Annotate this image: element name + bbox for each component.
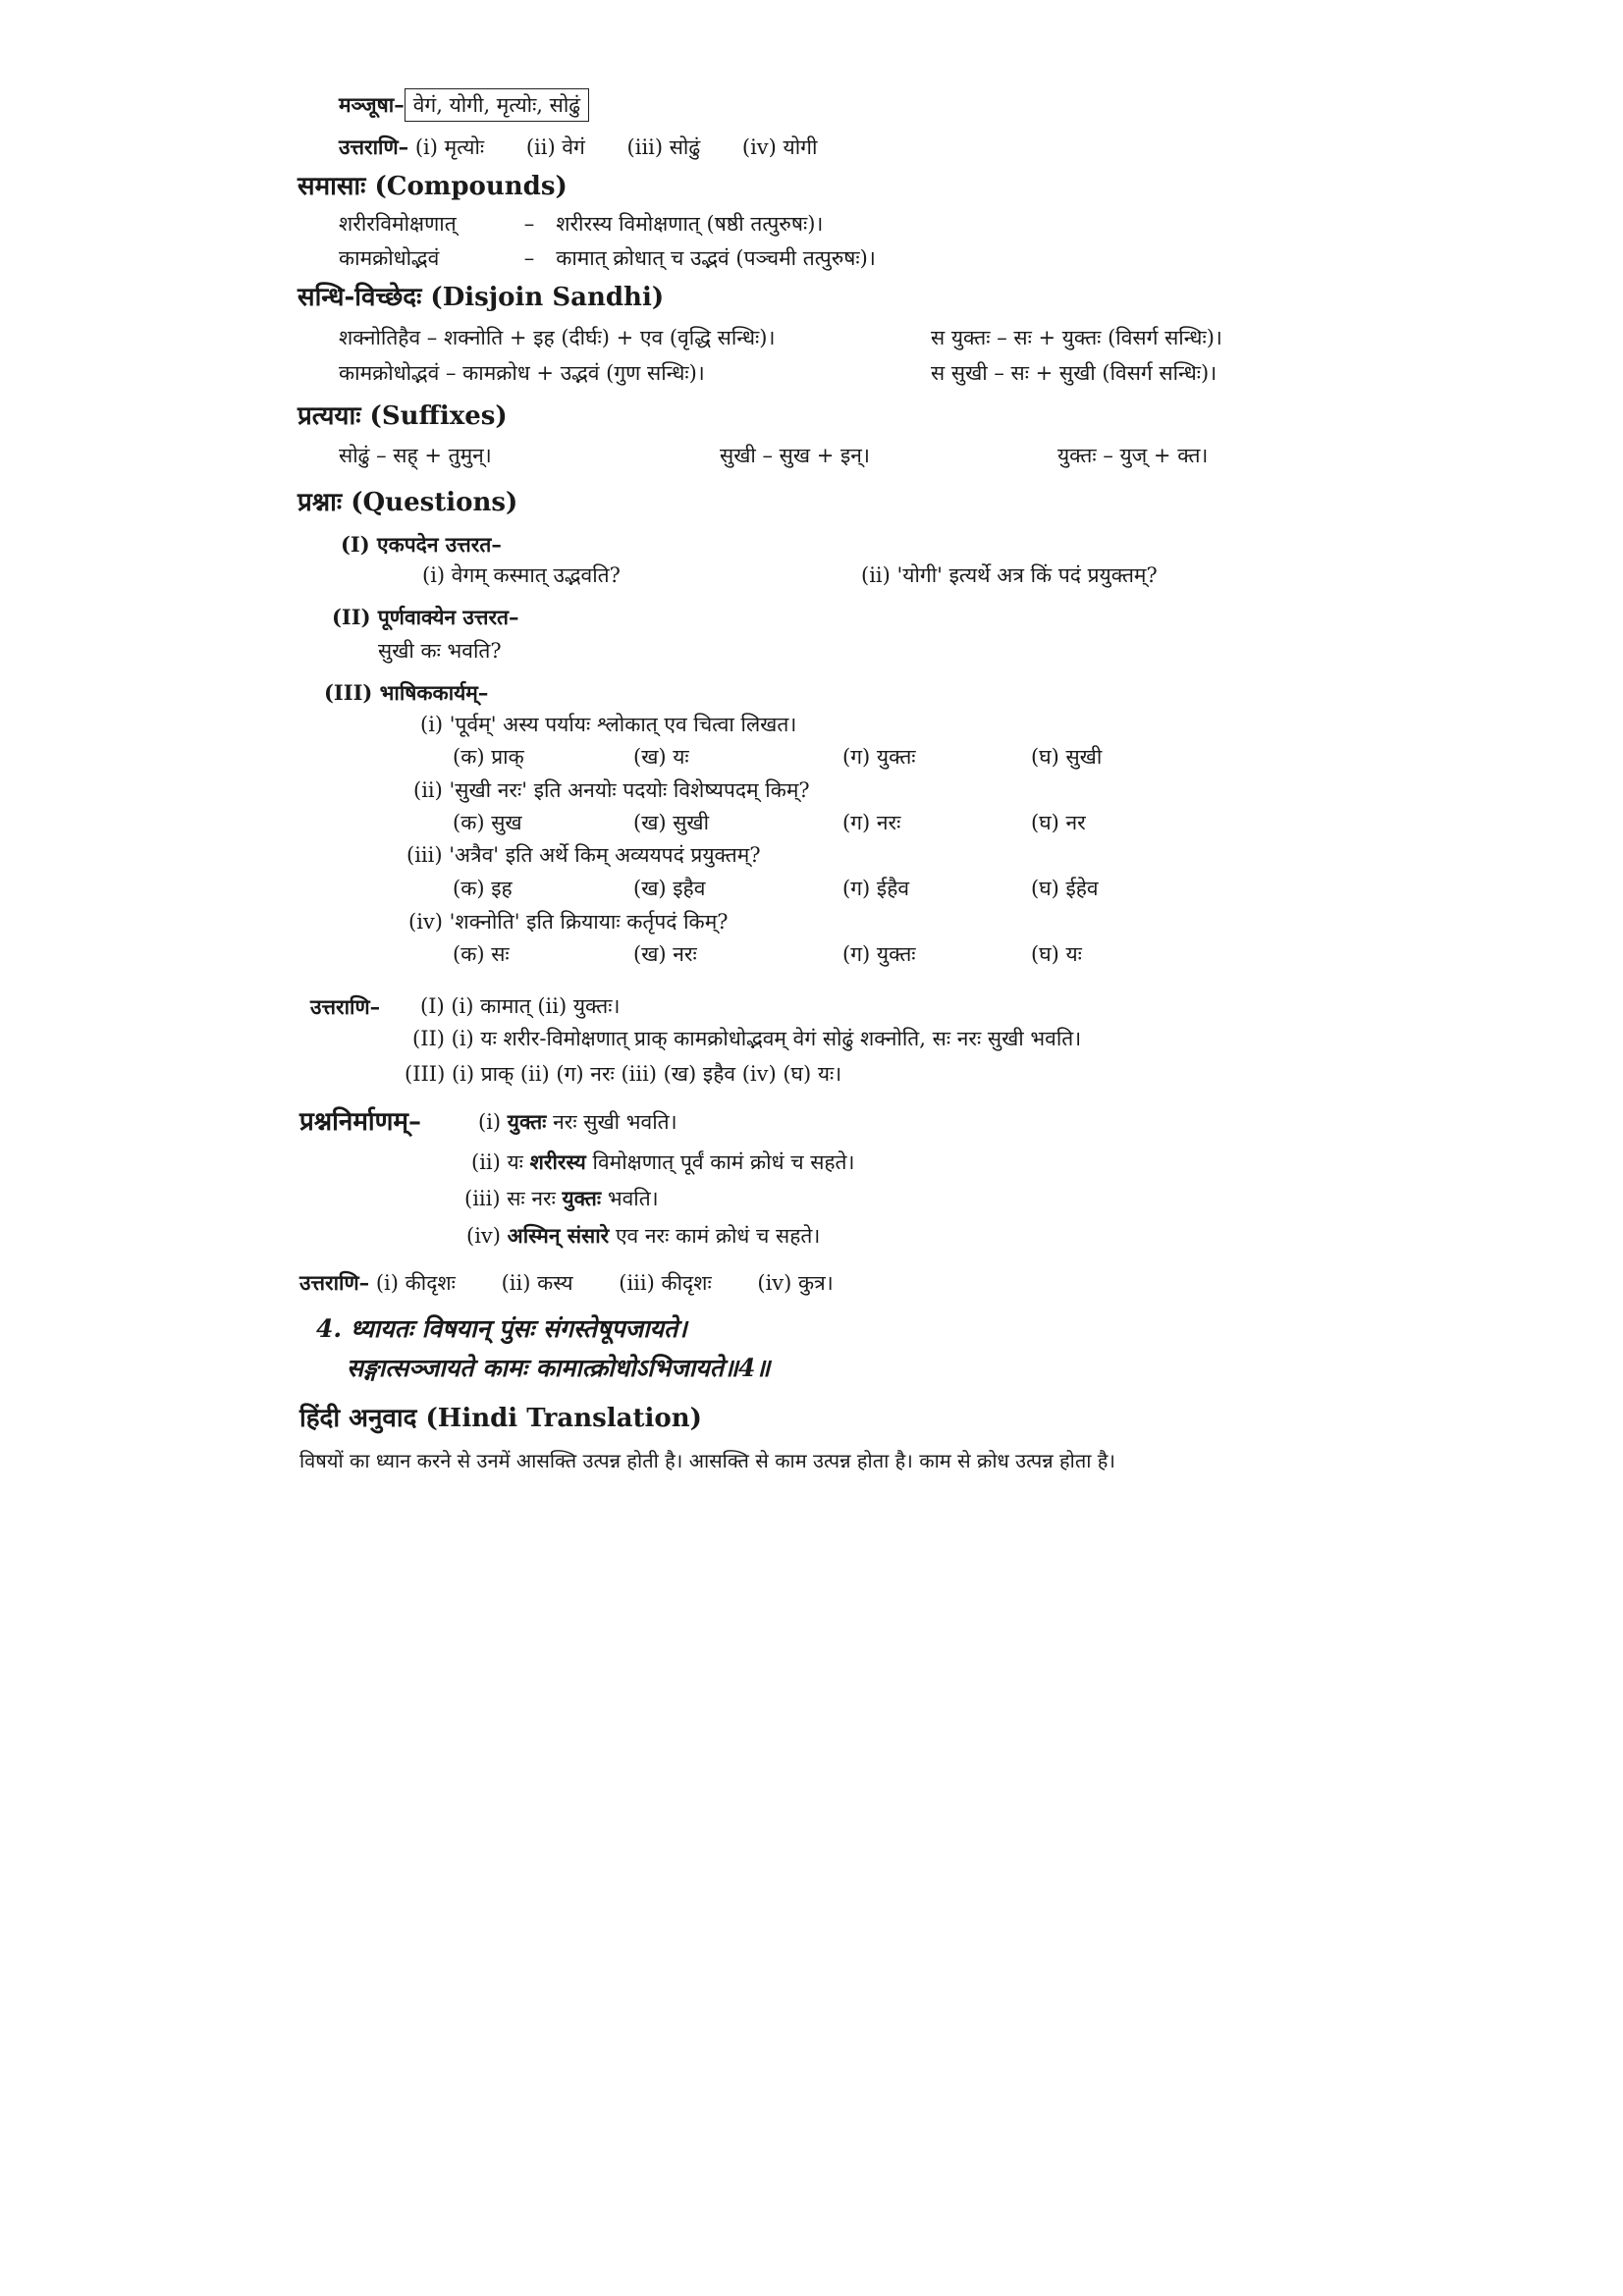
sandhi-right: स युक्तः – सः + युक्तः (विसर्ग सन्धिः)। [931, 326, 1222, 349]
text: एव नरः कामं क्रोधं च सहते। [609, 1224, 821, 1248]
text: भवति। [601, 1187, 659, 1210]
option: (घ) यः [1031, 942, 1082, 966]
sandhi-right: स सुखी – सः + सुखी (विसर्ग सन्धिः)। [931, 361, 1217, 385]
option: (ख) सुखी [633, 811, 710, 834]
text: (iii) सः नरः [464, 1187, 563, 1210]
answers-row-1 [339, 136, 817, 158]
answer: (i) कीदृशः [375, 1271, 456, 1295]
text: नरः सुखी भवति। [546, 1110, 677, 1134]
pratyaya-heading: प्रत्ययाः (Suffixes) [298, 401, 508, 431]
hindi-heading: हिंदी अनुवाद (Hindi Translation) [299, 1404, 702, 1433]
nirmanam-item [464, 1188, 659, 1209]
bold-word: शरीरस्य [529, 1149, 586, 1174]
manjusha-label: मञ्जूषा– [339, 92, 405, 117]
mcq-question: (iii) 'अत्रैव' इति अर्थे किम् अव्ययपदं प्रयुक्तम्? [406, 843, 761, 867]
option: (क) प्राक् [453, 745, 524, 769]
option: (क) सः [453, 942, 510, 966]
answer-line: (I) (i) कामात् (ii) युक्तः। [420, 994, 621, 1018]
bold-word: युक्तः [562, 1186, 602, 1210]
answer: (iv) कुत्र। [757, 1271, 834, 1295]
option: (ख) यः [633, 745, 689, 769]
sandhi-left: शक्नोतिहैव – शक्नोति + इह (दीर्घः) + एव (वृद्धि सन्धिः)। [339, 326, 776, 349]
questions-heading: प्रश्नाः (Questions) [298, 488, 518, 517]
option: (ग) ईहैव [842, 877, 910, 900]
answer: (iv) योगी [741, 135, 818, 159]
answers-row-3 [299, 1272, 834, 1294]
word-box: वेगं, योगी, मृत्योः, सोढुं [405, 88, 589, 122]
q1-label: (I) एकपदेन उत्तरत– [341, 532, 502, 557]
dash: – [523, 246, 535, 270]
mcq-question: (ii) 'सुखी नरः' इति अनयोः पदयोः विशेष्यपदम् किम्? [413, 778, 810, 802]
dash: – [523, 212, 535, 236]
hindi-translation: विषयों का ध्यान करने से उनमें आसक्ति उत्पन्न होती है। आसक्ति से काम उत्पन्न होता है। काम से क्रोध उत्पन्न होता है। [299, 1449, 1115, 1472]
option: (ख) नरः [633, 942, 697, 966]
option: (ग) युक्तः [842, 942, 916, 966]
answers-label: उत्तराणि– [310, 994, 381, 1019]
answer: (ii) कस्य [501, 1271, 573, 1295]
nirmanam-item [478, 1111, 677, 1133]
answers-label: उत्तराणि– [299, 1270, 370, 1295]
question: सुखी कः भवति? [378, 639, 502, 663]
compound-word: शरीरविमोक्षणात् [339, 212, 457, 236]
option: (क) सुख [453, 811, 522, 834]
verse-line-2: सङ्गात्सञ्जायते कामः कामात्क्रोधोऽभिजायते॥4॥ [347, 1354, 771, 1382]
answers-label: उत्तराणि– [339, 134, 409, 159]
suffix-item: युक्तः – युज् + क्त। [1057, 444, 1209, 467]
text: (ii) यः [471, 1150, 530, 1174]
text: विमोक्षणात् पूर्वं कामं क्रोधं च सहते। [585, 1150, 855, 1174]
bold-word: युक्तः [507, 1109, 547, 1134]
nirmanam-item [471, 1151, 854, 1173]
compound-explanation: शरीरस्य विमोक्षणात् (षष्ठी तत्पुरुषः)। [556, 212, 824, 236]
q3-label: (III) भाषिककार्यम्– [324, 680, 489, 705]
text: (iv) [466, 1224, 508, 1248]
q2-label: (II) पूर्णवाक्येन उत्तरत– [332, 605, 519, 629]
nirmanam-item [466, 1225, 820, 1247]
question: (i) वेगम् कस्मात् उद्भवति? [422, 563, 621, 587]
question: (ii) 'योगी' इत्यर्थे अत्र किं पदं प्रयुक्तम्? [861, 563, 1158, 587]
verse-line-1: 4. ध्यायतः विषयान् पुंसः संगस्तेषूपजायते। [316, 1314, 687, 1343]
samasa-heading: समासाः (Compounds) [298, 172, 568, 201]
suffix-item: सोढुं – सह् + तुमुन्। [339, 444, 492, 467]
compound-explanation: कामात् क्रोधात् च उद्भवं (पञ्चमी तत्पुरुषः)। [556, 246, 876, 270]
sandhi-heading: सन्धि-विच्छेदः (Disjoin Sandhi) [298, 283, 665, 312]
answer-line: (III) (i) प्राक् (ii) (ग) नरः (iii) (ख) इहैव (iv) (घ) यः। [405, 1062, 842, 1086]
nirmanam-label: प्रश्ननिर्माणम्– [299, 1107, 421, 1137]
answer: (ii) वेगं [525, 135, 585, 159]
answer: (i) मृत्योः [414, 135, 485, 159]
samasa-row [339, 214, 823, 235]
option: (क) इह [453, 877, 513, 900]
mcq-question: (iv) 'शक्नोति' इति क्रियायाः कर्तृपदं किम्? [408, 910, 729, 934]
answer-line: (II) (i) यः शरीर-विमोक्षणात् प्राक् कामक्रोधोद्भवम् वेगं सोढुं शक्नोति, सः नरः सुखी भवति। [412, 1027, 1082, 1050]
option: (ख) इहैव [633, 877, 706, 900]
option: (घ) नर [1031, 811, 1086, 834]
option: (ग) नरः [842, 811, 901, 834]
sandhi-left: कामक्रोधोद्भवं – कामक्रोध + उद्भवं (गुण सन्धिः)। [339, 361, 705, 385]
answer: (iii) कीदृशः [619, 1271, 712, 1295]
option: (घ) सुखी [1031, 745, 1103, 769]
samasa-row [339, 248, 876, 269]
mcq-question: (i) 'पूर्वम्' अस्य पर्यायः श्लोकात् एव चित्वा लिखत। [420, 713, 797, 736]
answer: (iii) सोढुं [626, 135, 701, 159]
option: (घ) ईहेव [1031, 877, 1099, 900]
bold-word: अस्मिन् संसारे [507, 1223, 610, 1248]
compound-word: कामक्रोधोद्भवं [339, 246, 440, 270]
manjusha-row [339, 94, 589, 116]
option: (ग) युक्तः [842, 745, 916, 769]
suffix-item: सुखी – सुख + इन्। [720, 444, 870, 467]
text: (i) [478, 1110, 508, 1134]
